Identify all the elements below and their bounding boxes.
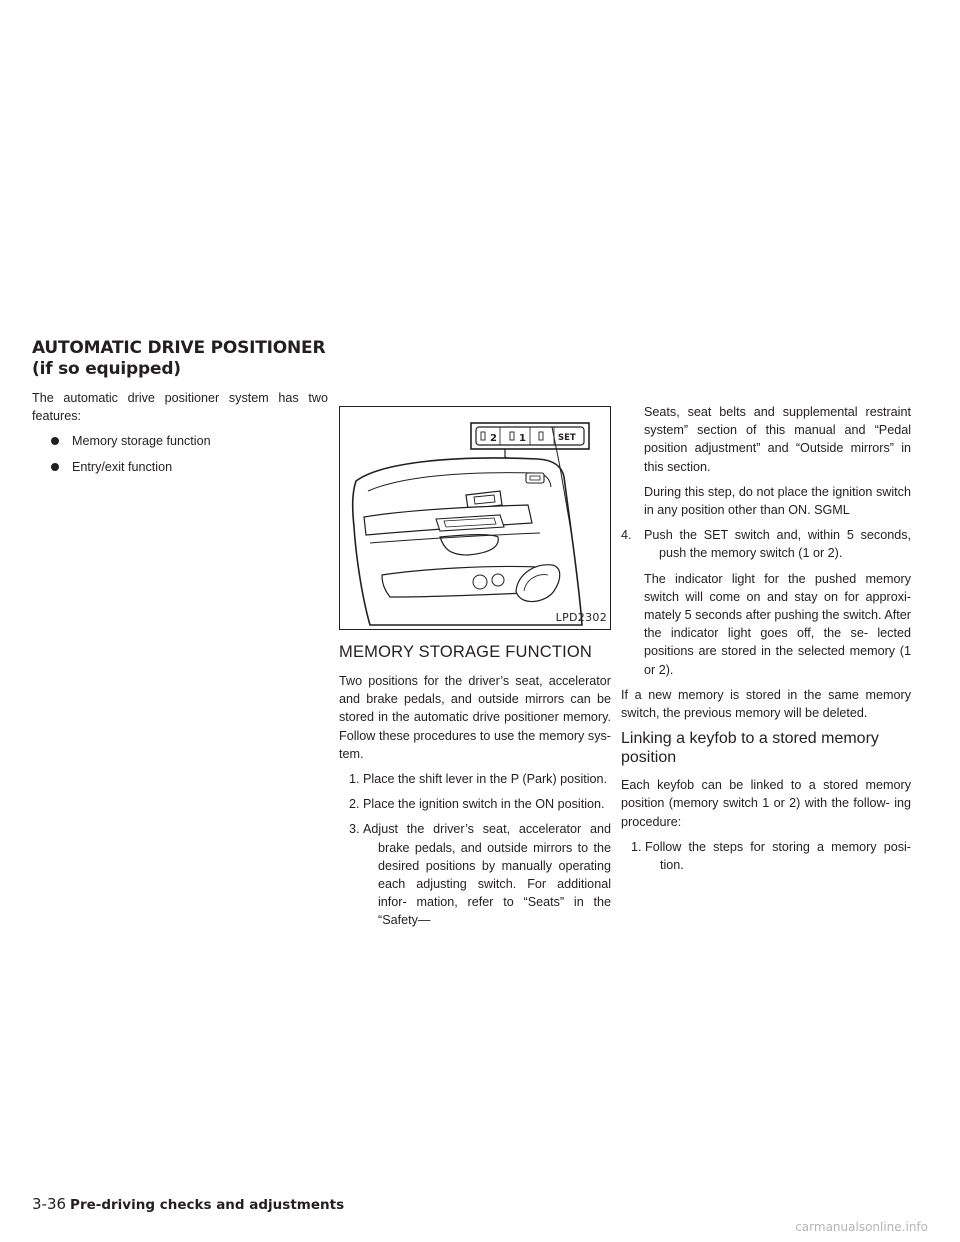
- column-1: [32, 389, 328, 483]
- figure-code: LPD2302: [555, 610, 607, 624]
- memory-storage-heading: MEMORY STORAGE FUNCTION: [339, 643, 593, 661]
- watermark: carmanualsonline.info: [795, 1220, 928, 1234]
- step3-note: During this step, do not place the ignition switch in any position other than ON. SGML: [644, 484, 911, 518]
- link-keyfob-heading: Linking a keyfob to a stored memory position: [621, 730, 879, 767]
- switch-label-2: 2: [490, 433, 497, 444]
- list-item: 1. Follow the steps for storing a memory posi- tion.: [631, 839, 911, 873]
- page-number: 3-36: [32, 1195, 67, 1213]
- feature-list: [32, 432, 328, 475]
- bullet-icon: [51, 463, 59, 471]
- memory-overwrite-note: If a new memory is stored in the same memory switch, the previous memory will be deleted.: [621, 687, 911, 721]
- step4-continuation: The indicator light for the pushed memory switch will come on and stay on for approxi- mately 5 seconds after pushing the switch. After the indicator light goes off, the se- lected positions are stored in the selected memory (1 or 2).: [644, 571, 911, 677]
- memory-steps-continued: [621, 526, 911, 562]
- link-keyfob-steps: [621, 838, 911, 874]
- memory-steps: [339, 770, 611, 930]
- list-item: Memory storage function: [32, 432, 328, 450]
- section-title: AUTOMATIC DRIVE POSITIONER (if so equipped): [32, 338, 326, 379]
- list-item: 1. Place the shift lever in the P (Park) position.: [349, 772, 608, 787]
- link-keyfob-intro: Each keyfob can be linked to a stored memory position (memory switch 1 or 2) with the follow- ing procedure:: [621, 778, 911, 829]
- list-item: 4. Push the SET switch and, within 5 seconds, push the memory switch (1 or 2).: [621, 528, 911, 561]
- column-3: [621, 403, 911, 881]
- page-chapter-title: Pre-driving checks and adjustments: [70, 1197, 345, 1213]
- door-panel-figure: [339, 406, 611, 630]
- memory-intro: Two positions for the driver’s seat, accelerator and brake pedals, and outside mirrors can be stored in the automatic drive positioner memory. Follow these procedures to use the memory sys- tem.: [339, 674, 611, 761]
- list-item: 2. Place the ignition switch in the ON position.: [349, 797, 605, 812]
- door-panel-illustration: [340, 407, 609, 628]
- step3-continuation: Seats, seat belts and supplemental restraint system” section of this manual and “Pedal position adjustment” and “Outside mirrors” in this section.: [644, 405, 911, 474]
- bullet-icon: [51, 437, 59, 445]
- column-2: [339, 406, 611, 937]
- switch-label-set: SET: [558, 433, 576, 443]
- switch-label-1: 1: [519, 433, 526, 444]
- list-item: 3. Adjust the driver’s seat, accelerator and brake pedals, and outside mirrors to the desired positions by manually operating each adjusting switch. For additional infor- mation, refer to “Seats” in the “Safety—: [349, 822, 611, 928]
- page-footer: [32, 1195, 344, 1214]
- intro-paragraph: The automatic drive positioner system has two features:: [32, 391, 328, 424]
- list-item: Entry/exit function: [32, 458, 328, 476]
